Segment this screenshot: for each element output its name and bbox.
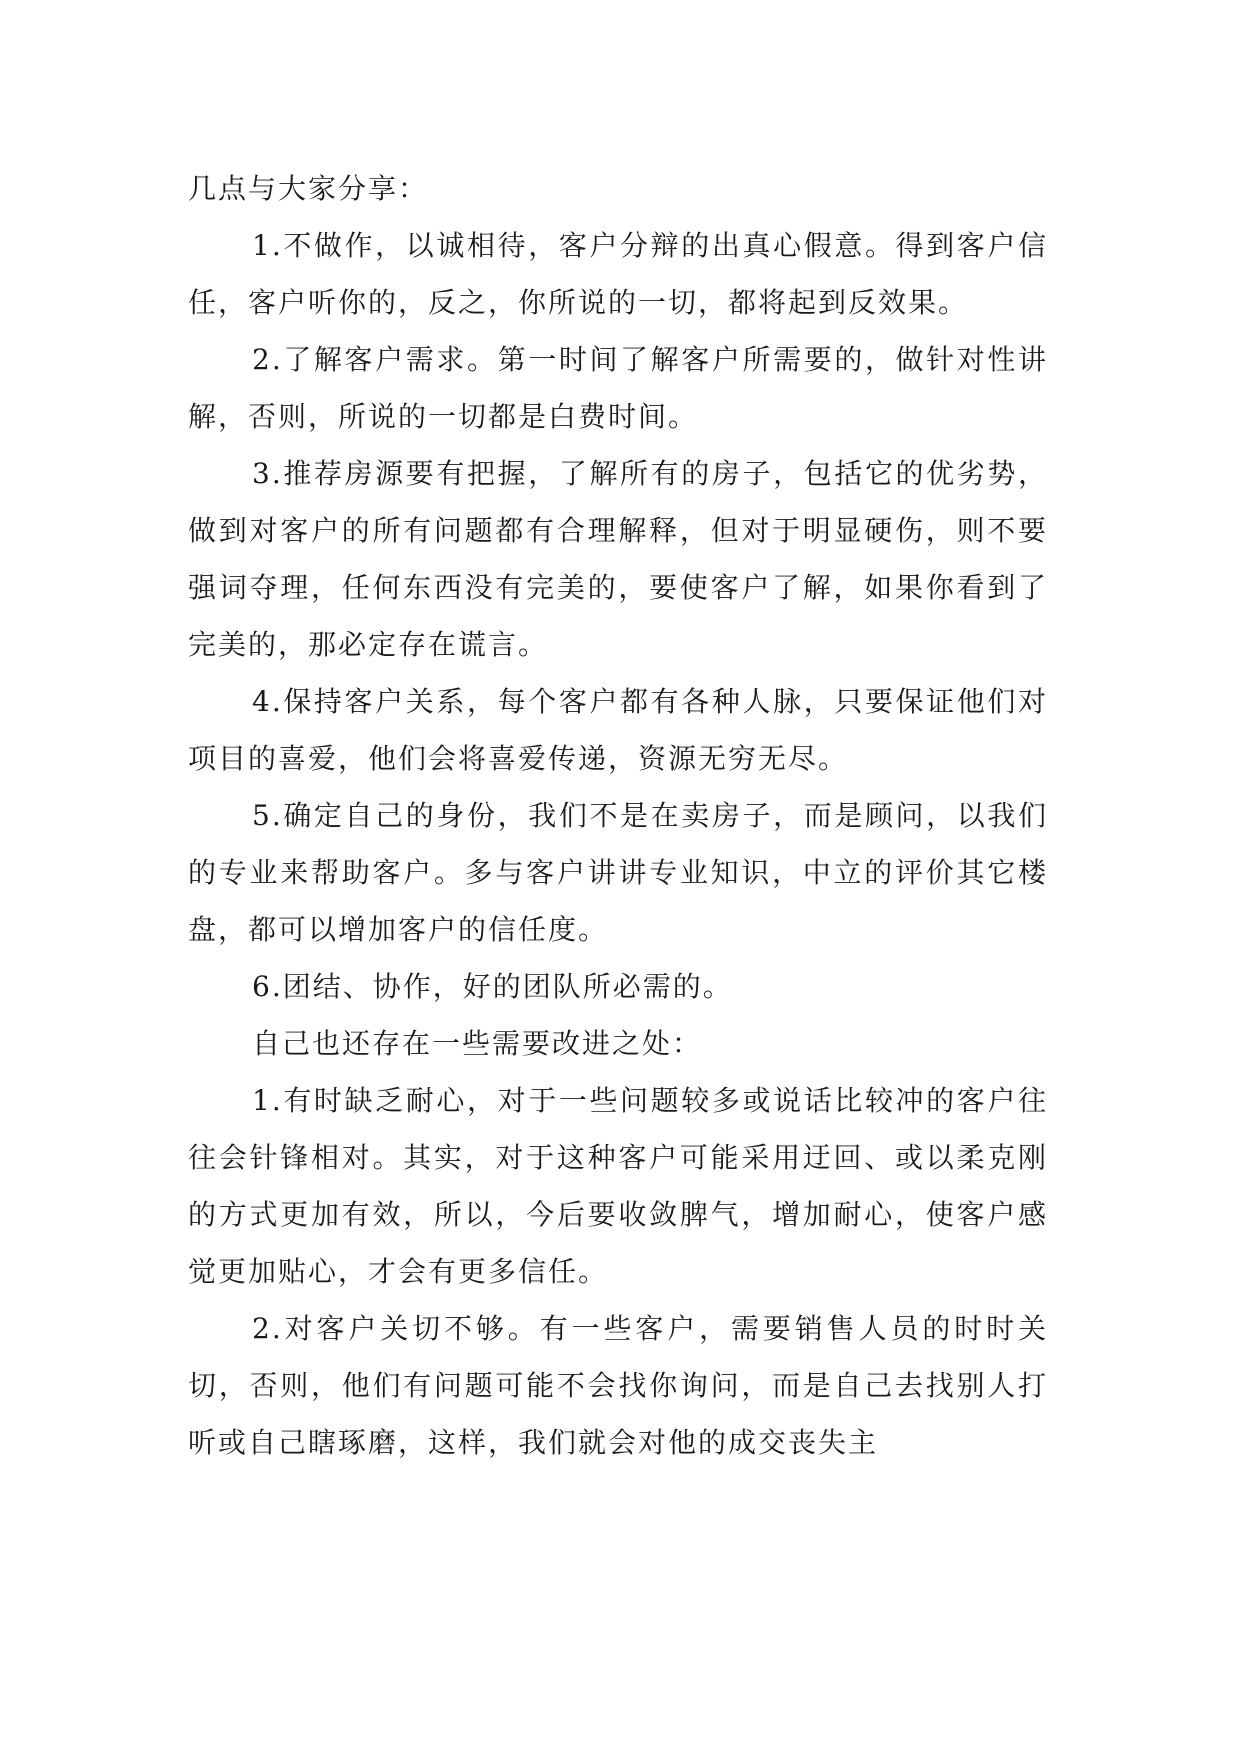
paragraph-share-3: 3.推荐房源要有把握，了解所有的房子，包括它的优劣势，做到对客户的所有问题都有合理解释，但对于明显硬伤，则不要强词夺理，任何东西没有完美的，要使客户了解，如果你看到了完美的，那必定存在谎言。 <box>188 457 1048 661</box>
paragraph-share-5: 5.确定自己的身份，我们不是在卖房子，而是顾问，以我们的专业来帮助客户。多与客户讲讲专业知识，中立的评价其它楼盘，都可以增加客户的信任度。 <box>188 799 1048 946</box>
paragraph-improve-1: 1.有时缺乏耐心，对于一些问题较多或说话比较冲的客户往往会针锋相对。其实，对于这种客户可能采用迂回、或以柔克刚的方式更加有效，所以，今后要收敛脾气，增加耐心，使客户感觉更加贴心，才会有更多信任。 <box>188 1084 1048 1288</box>
paragraph-improve-heading: 自己也还存在一些需要改进之处： <box>252 1027 703 1060</box>
paragraph-improve-2: 2.对客户关切不够。有一些客户，需要销售人员的时时关切，否则，他们有问题可能不会找你询问，而是自己去找别人打听或自己瞎琢磨，这样，我们就会对他的成交丧失主 <box>188 1312 1048 1459</box>
paragraph-share-1: 1.不做作，以诚相待，客户分辩的出真心假意。得到客户信任，客户听你的，反之，你所说的一切，都将起到反效果。 <box>188 229 1048 319</box>
document-body <box>188 160 1048 1471</box>
paragraph-share-2: 2.了解客户需求。第一时间了解客户所需要的，做针对性讲解，否则，所说的一切都是白费时间。 <box>188 343 1048 433</box>
paragraph-share-4: 4.保持客户关系，每个客户都有各种人脉，只要保证他们对项目的喜爱，他们会将喜爱传递，资源无穷无尽。 <box>188 685 1048 775</box>
paragraph-share-6: 6.团结、协作，好的团队所必需的。 <box>252 970 733 1003</box>
paragraph-intro: 几点与大家分享： <box>188 172 429 205</box>
